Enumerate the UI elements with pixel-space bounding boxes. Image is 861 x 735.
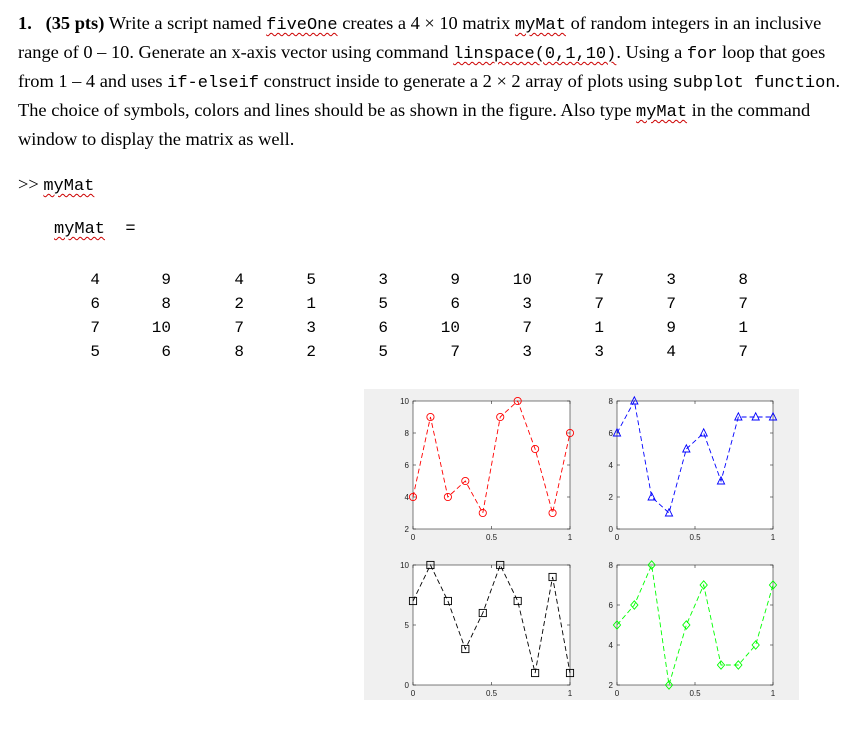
problem-text-5: loop that goes from 1 – 4 and uses xyxy=(18,42,826,91)
problem-text-1: Write a script named xyxy=(104,13,267,33)
y-tick-label: 0 xyxy=(404,681,409,690)
matrix-cell: 7 xyxy=(666,295,676,313)
matrix-cell: 10 xyxy=(151,319,171,337)
matrix-name-2: myMat xyxy=(636,103,688,122)
y-tick-label: 2 xyxy=(404,525,409,534)
y-tick-label: 2 xyxy=(608,681,613,690)
matrix-cell: 5 xyxy=(306,271,316,289)
problem-statement xyxy=(18,10,848,152)
matrix-cell: 3 xyxy=(522,343,532,361)
matrix-cell: 6 xyxy=(450,295,460,313)
matrix-cell: 8 xyxy=(738,271,748,289)
linspace-command: linspace(0,1,10) xyxy=(453,45,617,64)
matrix-cell: 4 xyxy=(234,271,244,289)
subplot-4-axes xyxy=(617,565,773,685)
matrix-cell: 4 xyxy=(666,343,676,361)
command-prompt: >> xyxy=(18,174,44,194)
problem-text-8: in the command window to display the matrix as well. xyxy=(18,100,811,149)
matrix-cell: 7 xyxy=(450,343,460,361)
y-tick-label: 4 xyxy=(608,641,613,650)
problem-text-3: of random integers in an inclusive range of 0 – 10. Generate an x-axis vector using command xyxy=(18,13,822,62)
x-tick-label: 1 xyxy=(567,533,573,542)
x-tick-label: 1 xyxy=(770,533,776,542)
matrix-cell: 9 xyxy=(666,319,676,337)
y-tick-label: 2 xyxy=(608,493,613,502)
y-tick-label: 6 xyxy=(608,601,613,610)
y-tick-label: 8 xyxy=(608,561,613,570)
matrix-cell: 7 xyxy=(522,319,532,337)
ifelseif-keyword: if-elseif xyxy=(167,74,259,93)
command-line xyxy=(18,173,94,198)
matrix-cell: 4 xyxy=(90,271,100,289)
x-tick-label: 0.5 xyxy=(689,689,701,698)
matrix-cell: 6 xyxy=(161,343,171,361)
x-tick-label: 0 xyxy=(614,533,620,542)
command-text: myMat xyxy=(43,177,95,196)
matrix-name: myMat xyxy=(514,16,566,35)
problem-text-7: . The choice of symbols, colors and lines should be as shown in the figure. Also type xyxy=(18,71,841,120)
matrix-cell: 3 xyxy=(666,271,676,289)
matrix-cell: 3 xyxy=(594,343,604,361)
y-tick-label: 4 xyxy=(608,461,613,470)
matrix-cell: 7 xyxy=(234,319,244,337)
matrix-cell: 3 xyxy=(306,319,316,337)
y-tick-label: 10 xyxy=(400,397,409,406)
matrix-cell: 8 xyxy=(234,343,244,361)
matrix-cell: 5 xyxy=(90,343,100,361)
matrix-cell: 7 xyxy=(90,319,100,337)
matrix-cell: 1 xyxy=(306,295,316,313)
x-tick-label: 0.5 xyxy=(485,533,498,542)
matrix-cell: 9 xyxy=(450,271,460,289)
for-keyword: for xyxy=(686,45,718,64)
matrix-cell: 7 xyxy=(594,271,604,289)
figure-window xyxy=(364,389,799,700)
matrix-cell: 9 xyxy=(161,271,171,289)
matrix-cell: 7 xyxy=(738,343,748,361)
matrix-cell: 8 xyxy=(161,295,171,313)
subplot-3-axes xyxy=(413,565,570,685)
problem-text-4: . Using a xyxy=(616,42,687,62)
y-tick-label: 6 xyxy=(608,429,613,438)
subplot-2-axes xyxy=(617,401,773,529)
matrix-cell: 6 xyxy=(90,295,100,313)
matrix-output xyxy=(0,268,861,368)
x-tick-label: 0 xyxy=(410,533,416,542)
y-tick-label: 4 xyxy=(404,493,409,502)
y-tick-label: 5 xyxy=(404,621,409,630)
output-header xyxy=(54,220,136,239)
x-tick-label: 0 xyxy=(410,689,416,698)
y-tick-label: 8 xyxy=(608,397,613,406)
y-tick-label: 8 xyxy=(404,429,409,438)
x-tick-label: 1 xyxy=(770,689,776,698)
subplot-keyword: subplot function xyxy=(672,74,836,93)
matrix-cell: 1 xyxy=(738,319,748,337)
matrix-cell: 2 xyxy=(306,343,316,361)
matrix-cell: 10 xyxy=(512,271,532,289)
matrix-cell: 7 xyxy=(738,295,748,313)
problem-text-6: construct inside to generate a 2 × 2 array of plots using xyxy=(258,71,673,91)
x-tick-label: 0.5 xyxy=(485,689,498,698)
problem-text-2: creates a 4 × 10 matrix xyxy=(337,13,515,33)
y-tick-label: 0 xyxy=(608,525,613,534)
problem-number: 1. xyxy=(18,13,32,33)
matrix-cell: 10 xyxy=(440,319,460,337)
matrix-cell: 3 xyxy=(522,295,532,313)
output-var: myMat xyxy=(54,220,106,239)
y-tick-label: 10 xyxy=(400,561,409,570)
matrix-cell: 5 xyxy=(378,343,388,361)
script-name: fiveOne xyxy=(266,16,338,35)
matrix-cell: 7 xyxy=(594,295,604,313)
matrix-cell: 1 xyxy=(594,319,604,337)
matrix-cell: 5 xyxy=(378,295,388,313)
subplot-figure xyxy=(364,389,799,700)
x-tick-label: 1 xyxy=(567,689,573,698)
matrix-cell: 6 xyxy=(378,319,388,337)
x-tick-label: 0 xyxy=(614,689,620,698)
y-tick-label: 6 xyxy=(404,461,409,470)
x-tick-label: 0.5 xyxy=(689,533,701,542)
problem-points: (35 pts) xyxy=(45,13,105,33)
matrix-cell: 2 xyxy=(234,295,244,313)
output-eq: = xyxy=(125,220,136,239)
matrix-cell: 3 xyxy=(378,271,388,289)
